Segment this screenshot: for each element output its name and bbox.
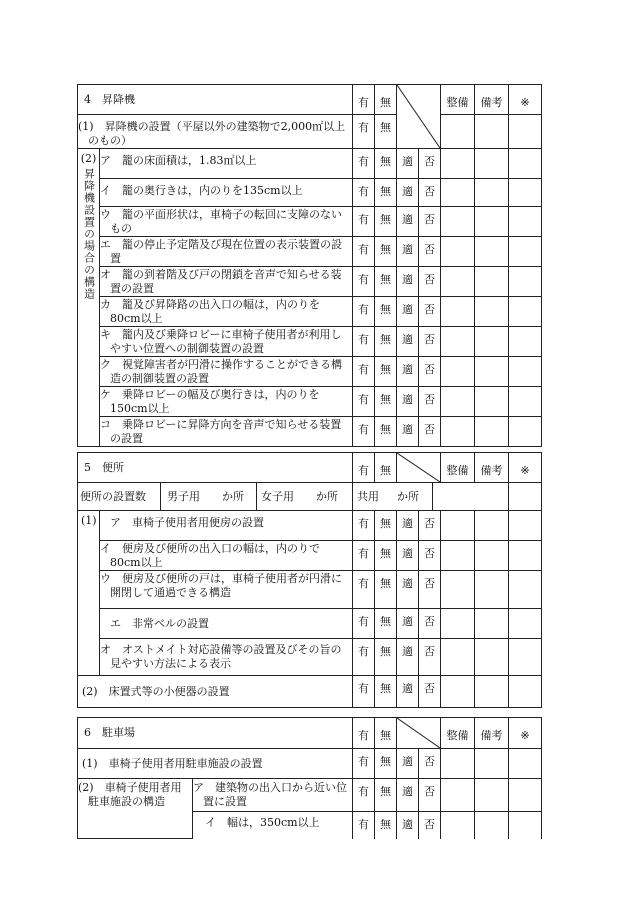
biko-cell[interactable] xyxy=(475,571,509,609)
count-row xyxy=(78,483,509,511)
shared-count[interactable] xyxy=(353,483,433,510)
nashi-cell[interactable]: 無 xyxy=(375,207,397,237)
seibi-cell[interactable] xyxy=(441,541,475,571)
tekigo-cell[interactable]: 適 xyxy=(397,149,419,179)
hi-cell[interactable]: 否 xyxy=(419,779,441,812)
tekigo-cell[interactable]: 適 xyxy=(397,267,419,297)
hi-cell[interactable]: 否 xyxy=(419,357,441,387)
section-title: 5 便所 xyxy=(78,453,353,483)
mark-cell[interactable] xyxy=(509,267,542,297)
toilet-table xyxy=(77,452,542,708)
seibi-cell[interactable] xyxy=(441,267,475,297)
elevator-row: コ 乗降ロビーに昇降方向を音声で知らせる装置の設置 xyxy=(100,417,353,447)
seibi-cell[interactable] xyxy=(441,357,475,387)
nashi-cell[interactable]: 無 xyxy=(375,297,397,327)
ari-header: 有 xyxy=(353,85,375,115)
item-elevator-install: (1) 昇降機の設置（平屋以外の建築物で2,000㎡以上のもの） xyxy=(78,115,353,149)
group-label: (1) xyxy=(78,511,100,676)
ari-cell[interactable]: 有 xyxy=(353,639,375,676)
ari-cell[interactable]: 有 xyxy=(353,417,375,447)
ari-cell[interactable]: 有 xyxy=(353,609,375,639)
ari-cell[interactable]: 有 xyxy=(353,207,375,237)
elevator-row: イ 籠の奥行きは，内のりを135cm以上 xyxy=(100,179,353,207)
ari-cell[interactable]: 有 xyxy=(353,541,375,571)
biko-cell[interactable] xyxy=(475,115,509,149)
biko-cell[interactable] xyxy=(475,511,509,541)
nashi-header: 無 xyxy=(375,453,397,483)
biko-cell[interactable] xyxy=(475,267,509,297)
seibi-cell[interactable] xyxy=(441,149,475,179)
nashi-cell[interactable]: 無 xyxy=(375,179,397,207)
hi-cell[interactable]: 否 xyxy=(419,639,441,676)
toilet-row: エ 非常ベルの設置 xyxy=(100,609,353,639)
hi-cell[interactable]: 否 xyxy=(419,387,441,417)
hi-cell[interactable]: 否 xyxy=(419,149,441,179)
mark-cell[interactable] xyxy=(509,676,542,708)
hi-cell[interactable]: 否 xyxy=(419,541,441,571)
mark-cell[interactable] xyxy=(509,511,542,541)
biko-cell[interactable] xyxy=(475,639,509,676)
tekigo-cell[interactable]: 適 xyxy=(397,357,419,387)
seibi-cell[interactable] xyxy=(441,327,475,357)
biko-cell[interactable] xyxy=(475,327,509,357)
hi-cell[interactable]: 否 xyxy=(419,237,441,267)
tekigo-cell[interactable]: 適 xyxy=(397,237,419,267)
nashi-header: 無 xyxy=(375,85,397,115)
group-label xyxy=(78,149,100,447)
mark-cell[interactable] xyxy=(509,297,542,327)
ari-cell[interactable]: 有 xyxy=(353,357,375,387)
ari-cell[interactable]: 有 xyxy=(353,387,375,417)
mark-cell[interactable] xyxy=(509,541,542,571)
seibi-cell[interactable] xyxy=(441,571,475,609)
tekigo-cell[interactable]: 適 xyxy=(397,207,419,237)
elevator-row: キ 籠内及び乗降ロビーに車椅子使用者が利用しやすい位置への制御装置の設置 xyxy=(100,327,353,357)
biko-cell[interactable] xyxy=(475,812,509,839)
tekigo-cell[interactable]: 適 xyxy=(397,749,419,779)
parking-table xyxy=(77,717,542,839)
section-title: 4 昇降機 xyxy=(78,85,353,115)
ari-cell[interactable]: 有 xyxy=(353,676,375,708)
biko-header: 備考 xyxy=(475,453,509,483)
mark-header: ※ xyxy=(509,718,542,749)
tekigo-cell[interactable]: 適 xyxy=(397,639,419,676)
hi-cell[interactable]: 否 xyxy=(419,417,441,447)
seibi-cell[interactable] xyxy=(441,676,475,708)
hi-cell[interactable]: 否 xyxy=(419,179,441,207)
seibi-header: 整備 xyxy=(441,453,475,483)
ari-cell[interactable]: 有 xyxy=(353,779,375,812)
ari-cell[interactable]: 有 xyxy=(353,511,375,541)
mark-cell[interactable] xyxy=(509,207,542,237)
mark-cell[interactable] xyxy=(509,571,542,609)
male-count[interactable] xyxy=(161,483,257,510)
nashi-cell[interactable]: 無 xyxy=(375,237,397,267)
mark-header: ※ xyxy=(509,85,542,115)
biko-cell[interactable] xyxy=(475,676,509,708)
ari-cell[interactable]: 有 xyxy=(353,267,375,297)
hi-cell[interactable]: 否 xyxy=(419,609,441,639)
mark-cell[interactable] xyxy=(509,779,542,812)
tekigo-cell[interactable]: 適 xyxy=(397,327,419,357)
nashi-cell[interactable]: 無 xyxy=(375,115,397,149)
biko-cell[interactable] xyxy=(475,609,509,639)
group-label: (2) 車椅子使用者用駐車施設の構造 xyxy=(78,779,193,839)
item-urinal: (2) 床置式等の小便器の設置 xyxy=(78,676,353,708)
hi-cell[interactable]: 否 xyxy=(419,571,441,609)
nashi-cell[interactable]: 無 xyxy=(375,357,397,387)
toilet-row: オ オストメイト対応設備等の設置及びその旨の見やすい方法による表示 xyxy=(100,639,353,676)
nashi-cell[interactable]: 無 xyxy=(375,541,397,571)
biko-cell[interactable] xyxy=(475,207,509,237)
mark-cell[interactable] xyxy=(509,417,542,447)
seibi-cell[interactable] xyxy=(441,812,475,839)
parking-row: イ 幅は，350cm以上 xyxy=(193,812,353,839)
tekigo-cell[interactable]: 適 xyxy=(397,779,419,812)
female-label: 女子用 xyxy=(261,489,294,503)
ari-cell[interactable]: 有 xyxy=(353,812,375,839)
mark-cell[interactable] xyxy=(509,327,542,357)
tekigo-cell[interactable]: 適 xyxy=(397,541,419,571)
hi-cell[interactable]: 否 xyxy=(419,812,441,839)
elevator-row: カ 籠及び昇降路の出入口の幅は，内のりを80cm以上 xyxy=(100,297,353,327)
biko-cell[interactable] xyxy=(475,749,509,779)
mark-cell[interactable] xyxy=(509,639,542,676)
mark-cell[interactable] xyxy=(509,812,542,839)
male-label: 男子用 xyxy=(167,489,200,503)
item-parking-install: (1) 車椅子使用者用駐車施設の設置 xyxy=(78,749,353,779)
ari-cell[interactable]: 有 xyxy=(353,297,375,327)
ari-cell[interactable]: 有 xyxy=(353,115,375,149)
hi-cell[interactable]: 否 xyxy=(419,749,441,779)
tekigo-cell[interactable]: 適 xyxy=(397,179,419,207)
nashi-cell[interactable]: 無 xyxy=(375,571,397,609)
toilet-row: ウ 便房及び便所の戸は，車椅子使用者が円滑に開閉して通過できる構造 xyxy=(100,571,353,609)
tekigo-cell[interactable]: 適 xyxy=(397,676,419,708)
unit-label: か所 xyxy=(397,489,419,503)
toilet-row: ア 車椅子使用者用便房の設置 xyxy=(100,511,353,541)
section-title: 6 駐車場 xyxy=(78,718,353,749)
elevator-row: エ 籠の停止予定階及び現在位置の表示装置の設置 xyxy=(100,237,353,267)
biko-cell[interactable] xyxy=(475,357,509,387)
tekigo-cell[interactable]: 適 xyxy=(397,511,419,541)
seibi-cell[interactable] xyxy=(441,511,475,541)
elevator-row: ウ 籠の平面形状は，車椅子の転回に支障のないもの xyxy=(100,207,353,237)
biko-header: 備考 xyxy=(475,85,509,115)
seibi-cell[interactable] xyxy=(441,417,475,447)
seibi-cell[interactable] xyxy=(441,115,475,149)
seibi-header: 整備 xyxy=(441,718,475,749)
ari-cell[interactable]: 有 xyxy=(353,237,375,267)
nashi-cell[interactable]: 無 xyxy=(375,609,397,639)
biko-header: 備考 xyxy=(475,718,509,749)
mark-cell[interactable] xyxy=(509,237,542,267)
seibi-cell[interactable] xyxy=(441,387,475,417)
ari-cell[interactable]: 有 xyxy=(353,749,375,779)
ari-cell[interactable]: 有 xyxy=(353,571,375,609)
elevator-row: ク 視覚障害者が円滑に操作することができる構造の制御装置の設置 xyxy=(100,357,353,387)
seibi-cell[interactable] xyxy=(441,207,475,237)
female-count[interactable] xyxy=(257,483,353,510)
seibi-cell[interactable] xyxy=(441,179,475,207)
biko-cell[interactable] xyxy=(475,541,509,571)
nashi-cell[interactable]: 無 xyxy=(375,749,397,779)
seibi-cell[interactable] xyxy=(441,639,475,676)
biko-cell[interactable] xyxy=(475,417,509,447)
seibi-header: 整備 xyxy=(441,85,475,115)
ari-cell[interactable]: 有 xyxy=(353,149,375,179)
biko-cell[interactable] xyxy=(475,779,509,812)
elevator-table xyxy=(77,84,542,447)
ari-header: 有 xyxy=(353,718,375,749)
group-vertical-text: 昇降機設置の場合の構造 xyxy=(82,168,96,300)
tekigo-cell[interactable]: 適 xyxy=(397,609,419,639)
mark-cell[interactable] xyxy=(509,179,542,207)
elevator-row: オ 籠の到着階及び戸の閉鎖を音声で知らせる装置の設置 xyxy=(100,267,353,297)
seibi-cell[interactable] xyxy=(441,297,475,327)
nashi-cell[interactable]: 無 xyxy=(375,812,397,839)
hi-cell[interactable]: 否 xyxy=(419,207,441,237)
tekigo-cell[interactable]: 適 xyxy=(397,571,419,609)
group-number: (2) xyxy=(80,152,97,165)
hi-cell[interactable]: 否 xyxy=(419,297,441,327)
hi-cell[interactable]: 否 xyxy=(419,267,441,297)
tekigo-cell[interactable]: 適 xyxy=(397,297,419,327)
count-blank xyxy=(433,483,508,510)
ari-cell[interactable]: 有 xyxy=(353,327,375,357)
tekigo-cell[interactable]: 適 xyxy=(397,417,419,447)
nashi-cell[interactable]: 無 xyxy=(375,327,397,357)
nashi-header: 無 xyxy=(375,718,397,749)
seibi-cell[interactable] xyxy=(441,779,475,812)
biko-cell[interactable] xyxy=(475,149,509,179)
toilet-row: イ 便房及び便所の出入口の幅は，内のりで80cm以上 xyxy=(100,541,353,571)
seibi-cell[interactable] xyxy=(441,609,475,639)
mark-cell[interactable] xyxy=(509,609,542,639)
mark-header: ※ xyxy=(509,453,542,483)
elevator-row: ケ 乗降ロビーの幅及び奥行きは，内のりを150cm以上 xyxy=(100,387,353,417)
mark-cell[interactable] xyxy=(509,387,542,417)
seibi-cell[interactable] xyxy=(441,237,475,267)
nashi-cell[interactable]: 無 xyxy=(375,676,397,708)
biko-cell[interactable] xyxy=(475,297,509,327)
hi-cell[interactable]: 否 xyxy=(419,676,441,708)
diagonal-cell xyxy=(397,453,441,483)
nashi-cell[interactable]: 無 xyxy=(375,387,397,417)
tekigo-cell[interactable]: 適 xyxy=(397,387,419,417)
mark-cell[interactable] xyxy=(509,115,542,149)
shared-label: 共用 xyxy=(357,489,379,503)
nashi-cell[interactable]: 無 xyxy=(375,779,397,812)
mark-cell[interactable] xyxy=(509,749,542,779)
biko-cell[interactable] xyxy=(475,237,509,267)
tekigo-cell[interactable]: 適 xyxy=(397,812,419,839)
mark-cell[interactable] xyxy=(509,149,542,179)
unit-label: か所 xyxy=(316,489,338,503)
count-label: 便所の設置数 xyxy=(78,483,161,510)
mark-cell[interactable] xyxy=(509,483,542,511)
seibi-cell[interactable] xyxy=(441,749,475,779)
parking-row: ア 建築物の出入口から近い位置に設置 xyxy=(193,779,353,812)
nashi-cell[interactable]: 無 xyxy=(375,511,397,541)
nashi-cell[interactable]: 無 xyxy=(375,267,397,297)
diagonal-cell xyxy=(397,85,441,149)
nashi-cell[interactable]: 無 xyxy=(375,417,397,447)
hi-cell[interactable]: 否 xyxy=(419,511,441,541)
ari-header: 有 xyxy=(353,453,375,483)
mark-cell[interactable] xyxy=(509,357,542,387)
elevator-row: ア 籠の床面積は，1.83㎡以上 xyxy=(100,149,353,179)
diagonal-cell xyxy=(397,718,441,749)
biko-cell[interactable] xyxy=(475,387,509,417)
unit-label: か所 xyxy=(222,489,244,503)
nashi-cell[interactable]: 無 xyxy=(375,639,397,676)
biko-cell[interactable] xyxy=(475,179,509,207)
nashi-cell[interactable]: 無 xyxy=(375,149,397,179)
ari-cell[interactable]: 有 xyxy=(353,179,375,207)
hi-cell[interactable]: 否 xyxy=(419,327,441,357)
